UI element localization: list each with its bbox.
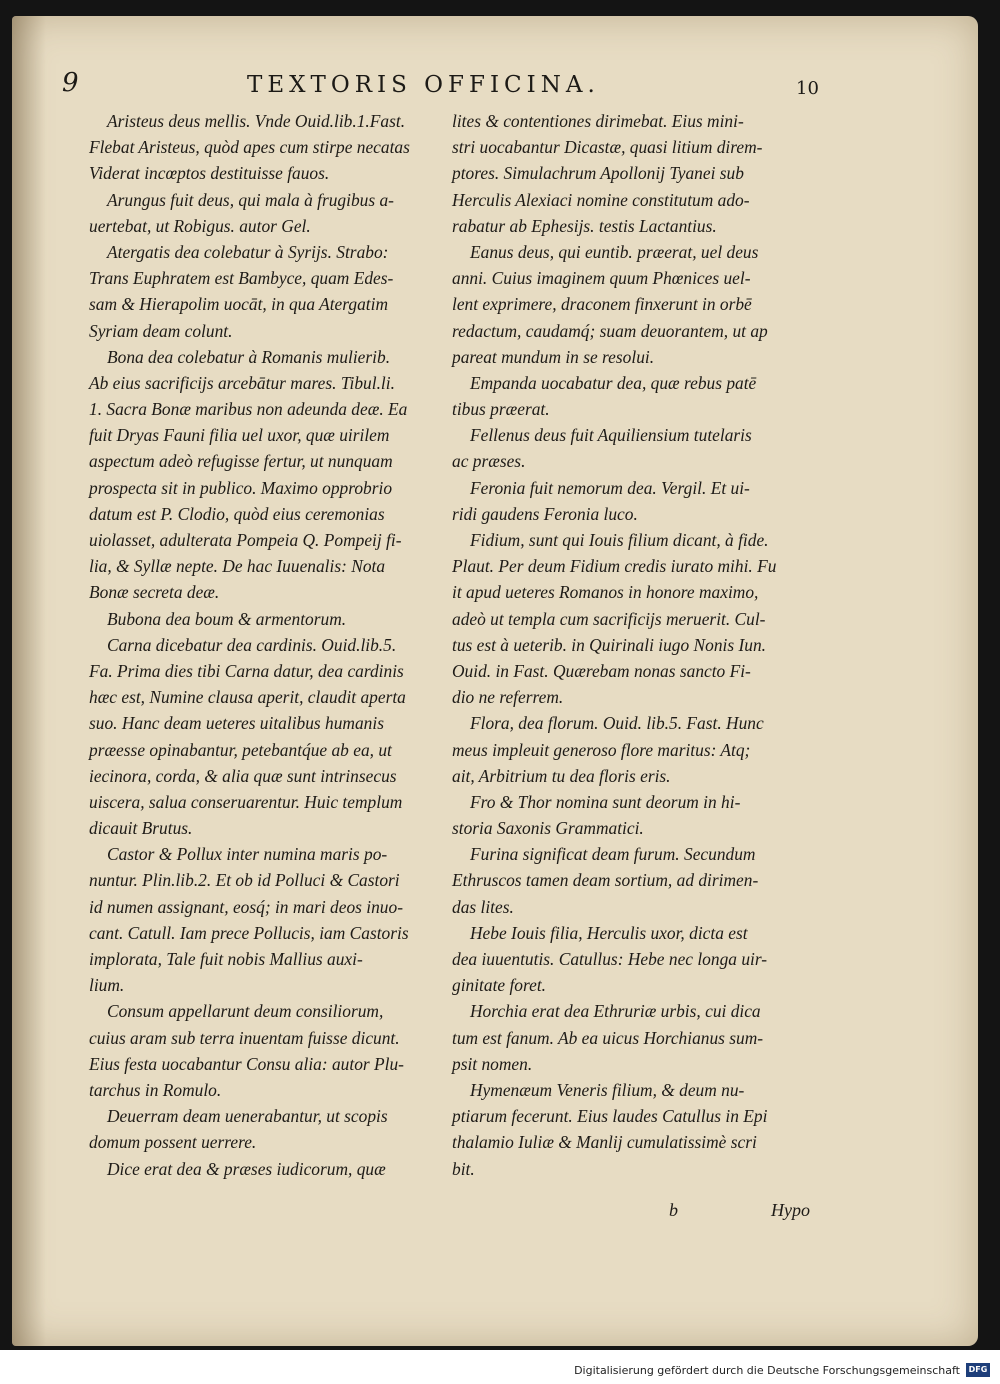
- text-line: aspectum adeò refugisse fertur, ut nunquam: [89, 451, 393, 472]
- text-line: redactum, caudamq́; suam deuorantem, ut ap: [452, 320, 768, 341]
- text-line: Ouid. in Fast. Quærebam nonas sancto Fi-: [452, 660, 751, 681]
- text-line: pareat mundum in se resolui.: [452, 346, 655, 367]
- text-line: Empanda uocabatur dea, quæ rebus patē: [470, 372, 757, 393]
- text-line: datum est P. Clodio, quòd eius ceremonias: [89, 503, 385, 524]
- text-line: ridi gaudens Feronia luco.: [452, 503, 638, 524]
- text-line: psit nomen.: [452, 1053, 533, 1074]
- text-line: lites & contentiones dirimebat. Eius mini-: [452, 111, 744, 131]
- text-line: Deuerram deam uenerabantur, ut scopis: [107, 1106, 388, 1127]
- text-line: Eius festa uocabantur Consu alia: autor Plu-: [89, 1053, 404, 1074]
- text-line: implorata, Tale fuit nobis Mallius auxi-: [89, 949, 363, 969]
- signature-mark: b: [669, 1200, 678, 1220]
- text-line: thalamio Iuliæ & Manlij cumulatissimè scri: [452, 1132, 757, 1153]
- text-line: meus impleuit generoso flore maritus: Atq;: [452, 739, 751, 760]
- text-line: Carna dicebatur dea cardinis. Ouid.lib.5.: [107, 634, 397, 655]
- page-header: [62, 68, 819, 102]
- text-line: Feronia fuit nemorum dea. Vergil. Et ui-: [470, 477, 750, 498]
- text-line: Hymenæum Veneris filium, & deum nu-: [470, 1079, 745, 1100]
- text-line: lium.: [89, 975, 125, 996]
- text-line: Fidium, sunt qui Iouis filium dicant, à fide.: [470, 530, 769, 550]
- text-line: tarchus in Romulo.: [89, 1079, 222, 1100]
- text-line: lia, & Syllæ nepte. De hac Iuuenalis: Nota: [89, 556, 386, 577]
- text-line: Plaut. Per deum Fidium credis iurato mihi. Fu: [452, 556, 777, 577]
- running-title: TEXTORIS OFFICINA.: [247, 72, 600, 98]
- text-line: adeò ut templa cum sacrificijs meruerit. Cul-: [452, 608, 766, 629]
- text-line: prospecta sit in publico. Maximo opprobrio: [89, 477, 393, 498]
- text-line: tum est fanum. Ab ea uicus Horchianus sum-: [452, 1027, 764, 1048]
- text-line: hæc est, Numine clausa aperit, claudit aperta: [89, 687, 406, 708]
- text-line: Ethruscos tamen deam sortium, ad dirimen-: [452, 870, 759, 891]
- text-line: dicauit Brutus.: [89, 818, 193, 839]
- text-line: ptiarum fecerunt. Eius laudes Catullus in Epi: [452, 1106, 768, 1127]
- text-line: rabatur ab Ephesijs. testis Lactantius.: [452, 215, 717, 236]
- text-line: dio ne referrem.: [452, 687, 564, 708]
- text-line: uiscera, salua conseruarentur. Huic templum: [89, 791, 403, 812]
- text-line: Arungus fuit deus, qui mala à frugibus a-: [107, 189, 394, 210]
- folio-left: 9: [62, 68, 79, 98]
- text-line: dea iuuentutis. Catullus: Hebe nec longa uir-: [452, 949, 768, 969]
- text-line: sam & Hierapolim uocāt, in qua Atergatim: [89, 294, 389, 315]
- text-line: bit.: [452, 1158, 475, 1179]
- text-line: 1. Sacra Bonæ maribus non adeunda deæ. Ea: [89, 399, 408, 420]
- text-line: stri uocabantur Dicastæ, quasi litium direm-: [452, 137, 763, 158]
- text-line: præesse opinabantur, petebantq́ue ab ea, ut: [89, 739, 392, 760]
- text-line: it apud ueteres Romanos in honore maximo,: [452, 582, 759, 603]
- text-line: Castor & Pollux inter numina maris po-: [107, 844, 388, 865]
- text-line: ac præses.: [452, 451, 526, 472]
- text-line: storia Saxonis Grammatici.: [452, 818, 644, 839]
- text-line: Trans Euphratem est Bambyce, quam Edes-: [89, 268, 394, 289]
- folio-right: 10: [796, 78, 819, 99]
- text-line: Flebat Aristeus, quòd apes cum stirpe necatas: [89, 137, 410, 158]
- text-line: anni. Cuius imaginem quum Phœnices uel-: [452, 268, 751, 289]
- book-page: [12, 16, 978, 1346]
- text-line: Eanus deus, qui euntib. præerat, uel deus: [470, 241, 759, 262]
- text-line: tus est à ueterib. in Quirinali iugo Nonis Iun.: [452, 634, 766, 655]
- text-line: ait, Arbitrium tu dea floris eris.: [452, 765, 671, 786]
- text-line: tibus præerat.: [452, 399, 550, 420]
- right-text-column: [452, 108, 792, 1182]
- text-line: Viderat incœptos destituisse fauos.: [89, 163, 330, 184]
- text-line: Fro & Thor nomina sunt deorum in hi-: [470, 791, 741, 812]
- text-line: Ab eius sacrificijs arcebātur mares. Tibul.li.: [89, 372, 395, 393]
- text-line: Bonæ secreta deæ.: [89, 582, 220, 603]
- text-line: Bona dea colebatur à Romanis mulierib.: [107, 346, 391, 367]
- text-line: Flora, dea florum. Ouid. lib.5. Fast. Hunc: [470, 713, 764, 734]
- text-line: iecinora, corda, & alia quæ sunt intrinsecus: [89, 765, 397, 786]
- text-line: ptores. Simulachrum Apollonij Tyanei sub: [452, 163, 744, 184]
- text-line: cuius aram sub terra inuentam fuisse dicunt.: [89, 1027, 400, 1048]
- text-line: id numen assignant, eosq́; in mari deos inuo-: [89, 896, 403, 917]
- text-line: Bubona dea boum & armentorum.: [107, 608, 347, 629]
- text-line: das lites.: [452, 896, 514, 917]
- page-gutter-shadow: [12, 16, 46, 1346]
- text-line: ginitate foret.: [452, 975, 547, 996]
- text-line: Aristeus deus mellis. Vnde Ouid.lib.1.Fast.: [107, 111, 406, 131]
- text-line: Dice erat dea & præses iudicorum, quæ: [107, 1158, 386, 1179]
- text-line: nuntur. Plin.lib.2. Et ob id Polluci & Castori: [89, 870, 400, 891]
- text-line: Furina significat deam furum. Secundum: [470, 844, 756, 865]
- text-line: Consum appellarunt deum consiliorum,: [107, 1001, 384, 1022]
- digitization-footer: [0, 1350, 1000, 1384]
- text-line: uiolasset, adulterata Pompeia Q. Pompeij fi-: [89, 530, 402, 550]
- dfg-logo-icon: DFG: [966, 1363, 990, 1377]
- catchword: Hypo: [771, 1200, 810, 1220]
- text-line: Syriam deam colunt.: [89, 320, 233, 341]
- text-line: lent exprimere, draconem finxerunt in orbē: [452, 294, 752, 315]
- left-text-column: [89, 108, 429, 1182]
- text-line: Fellenus deus fuit Aquiliensium tutelaris: [470, 425, 752, 446]
- catchwords-line: [667, 1198, 827, 1228]
- text-line: domum possent uerrere.: [89, 1132, 257, 1153]
- text-line: uertebat, ut Robigus. autor Gel.: [89, 215, 311, 236]
- text-line: Horchia erat dea Ethruriæ urbis, cui dica: [470, 1001, 761, 1022]
- text-line: cant. Catull. Iam prece Pollucis, iam Castoris: [89, 922, 409, 943]
- dfg-credit-text: Digitalisierung gefördert durch die Deutsche Forschungsgemeinschaft: [574, 1364, 960, 1377]
- text-line: Atergatis dea colebatur à Syrijs. Strabo:: [107, 241, 389, 262]
- text-line: fuit Dryas Fauni filia uel uxor, quæ uirilem: [89, 425, 390, 446]
- text-line: suo. Hanc deam ueteres uitalibus humanis: [89, 713, 384, 734]
- text-line: Herculis Alexiaci nomine constitutum ado-: [452, 189, 750, 210]
- text-line: Hebe Iouis filia, Herculis uxor, dicta est: [470, 922, 748, 943]
- text-line: Fa. Prima dies tibi Carna datur, dea cardinis: [89, 660, 404, 681]
